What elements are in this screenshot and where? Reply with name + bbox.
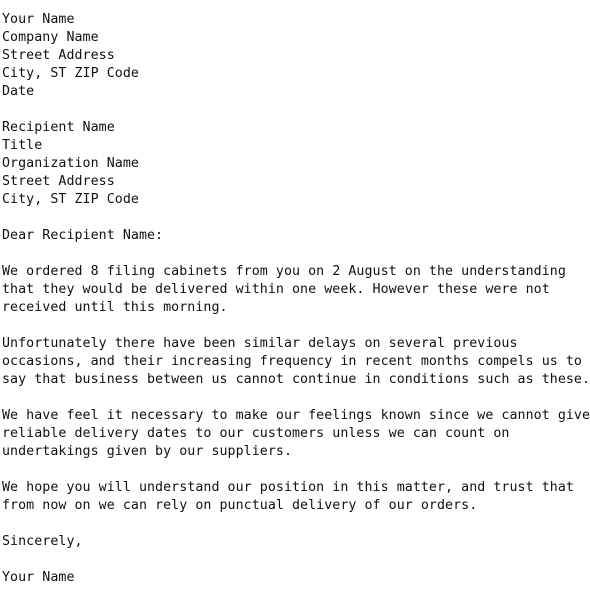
spacer <box>2 461 590 479</box>
paragraph-line: Unfortunately there have been similar delays on several previous <box>2 336 518 351</box>
paragraph-line: from now on we can rely on punctual delivery of our orders. <box>2 498 478 513</box>
sender-address-block <box>2 11 590 101</box>
spacer <box>2 245 590 263</box>
salutation: Dear Recipient Name: <box>2 228 164 243</box>
letter-date: Date <box>2 84 35 99</box>
spacer <box>2 551 590 569</box>
sender-name: Your Name <box>2 12 75 27</box>
sender-company: Company Name <box>2 30 99 45</box>
paragraph <box>2 407 590 461</box>
paragraph-line: say that business between us cannot continue in conditions such as these. <box>2 372 590 387</box>
paragraph-line: We ordered 8 filing cabinets from you on 2 August on the understanding <box>2 264 566 279</box>
sender-street: Street Address <box>2 48 115 63</box>
paragraph-line: received until this morning. <box>2 300 228 315</box>
recipient-address-block <box>2 119 590 209</box>
spacer <box>2 101 590 119</box>
paragraph-line: We have feel it necessary to make our feelings known since we cannot give <box>2 408 590 423</box>
sender-city-line: City, ST ZIP Code <box>2 66 139 81</box>
recipient-organization: Organization Name <box>2 156 139 171</box>
closing: Sincerely, <box>2 534 83 549</box>
paragraph <box>2 263 590 317</box>
spacer <box>2 515 590 533</box>
paragraph-line: that they would be delivered within one week. However these were not <box>2 282 550 297</box>
spacer <box>2 317 590 335</box>
paragraph-line: undertakings given by our suppliers. <box>2 444 292 459</box>
recipient-street: Street Address <box>2 174 115 189</box>
paragraph-line: reliable delivery dates to our customers unless we can count on <box>2 426 510 441</box>
spacer <box>2 389 590 407</box>
signature-name: Your Name <box>2 570 75 585</box>
paragraph-line: occasions, and their increasing frequency in recent months compels us to <box>2 354 582 369</box>
spacer <box>2 209 590 227</box>
recipient-title: Title <box>2 138 43 153</box>
paragraph <box>2 479 590 515</box>
paragraph-line: We hope you will understand our position in this matter, and trust that <box>2 480 574 495</box>
recipient-name: Recipient Name <box>2 120 115 135</box>
recipient-city-line: City, ST ZIP Code <box>2 192 139 207</box>
paragraph <box>2 335 590 389</box>
